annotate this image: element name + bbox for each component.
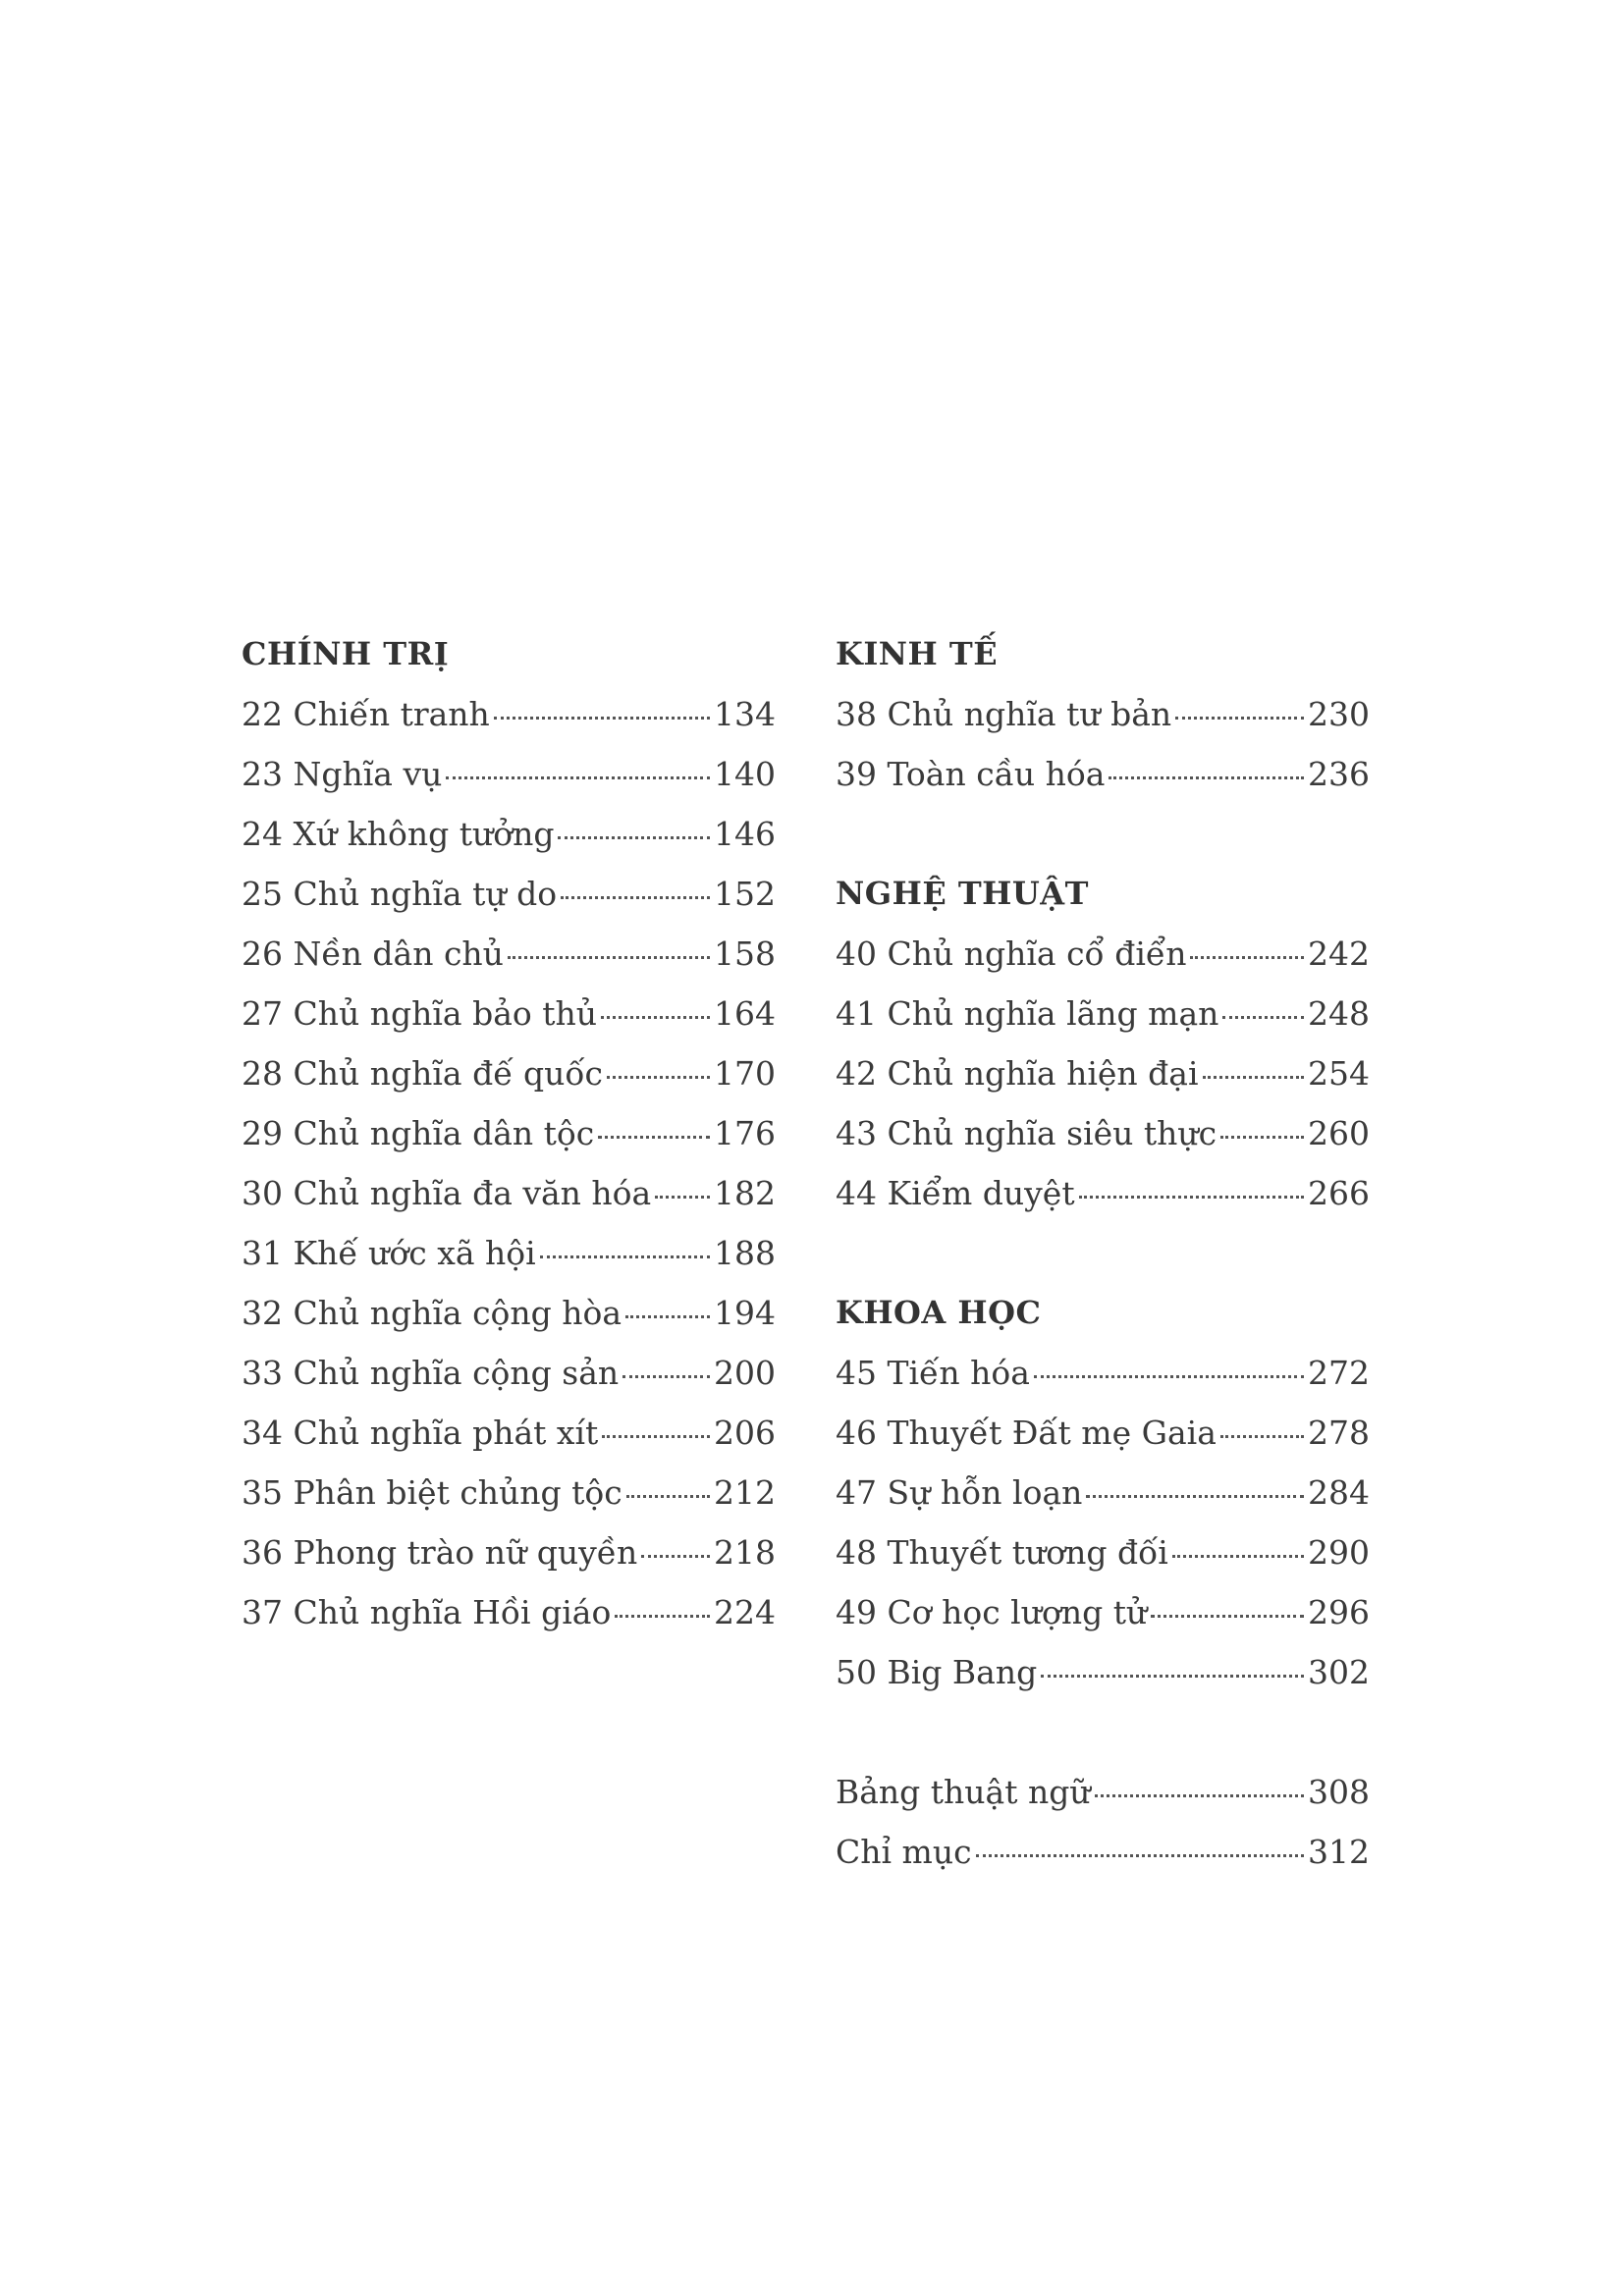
- toc-entry: [836, 1642, 1370, 1702]
- page-number: 218: [714, 1533, 776, 1572]
- page-number: 302: [1308, 1653, 1370, 1691]
- entry-list: [836, 924, 1370, 1223]
- toc-entry: [242, 1163, 776, 1223]
- toc-entry: [836, 984, 1370, 1043]
- page-number: 260: [1308, 1114, 1370, 1152]
- entry-title: 48 Thuyết tương đối: [836, 1533, 1168, 1572]
- dot-leader: [508, 954, 710, 959]
- dot-leader: [1222, 1014, 1304, 1019]
- dot-leader: [976, 1852, 1304, 1857]
- entry-list: [836, 684, 1370, 804]
- page-number: 296: [1308, 1593, 1370, 1631]
- toc-entry: [836, 1043, 1370, 1103]
- page-number: 236: [1308, 755, 1370, 793]
- toc-entry: [836, 744, 1370, 804]
- dot-leader: [601, 1014, 710, 1019]
- toc-entry: [242, 684, 776, 744]
- dot-leader: [1109, 774, 1304, 779]
- page-number: 266: [1308, 1174, 1370, 1212]
- entry-title: 29 Chủ nghĩa dân tộc: [242, 1114, 595, 1152]
- page-number: 164: [714, 994, 776, 1033]
- toc-entry: [836, 1822, 1370, 1882]
- toc-entry: [836, 924, 1370, 984]
- dot-leader: [446, 774, 710, 779]
- page-number: 170: [714, 1054, 776, 1093]
- entry-title: 31 Khế ước xã hội: [242, 1234, 536, 1272]
- page-number: 230: [1308, 695, 1370, 733]
- page-number: 134: [714, 695, 776, 733]
- entry-title: 30 Chủ nghĩa đa văn hóa: [242, 1174, 652, 1212]
- entry-title: 50 Big Bang: [836, 1653, 1038, 1691]
- entry-title: 43 Chủ nghĩa siêu thực: [836, 1114, 1217, 1152]
- section-khoa-hoc: [836, 1283, 1370, 1702]
- dot-leader: [1151, 1613, 1304, 1618]
- dot-leader: [1220, 1134, 1304, 1139]
- entry-list: [836, 1343, 1370, 1702]
- section-back-matter: [836, 1762, 1370, 1882]
- toc-entry: [836, 1522, 1370, 1582]
- dot-leader: [626, 1493, 710, 1498]
- entry-title: 42 Chủ nghĩa hiện đại: [836, 1054, 1199, 1093]
- page-number: 312: [1308, 1833, 1370, 1871]
- entry-title: 44 Kiểm duyệt: [836, 1174, 1075, 1212]
- toc-entry: [836, 1463, 1370, 1522]
- page-number: 206: [714, 1414, 776, 1452]
- dot-leader: [1041, 1673, 1304, 1678]
- page-number: 188: [714, 1234, 776, 1272]
- dot-leader: [622, 1373, 710, 1378]
- entry-title: 25 Chủ nghĩa tự do: [242, 875, 558, 913]
- section-title: CHÍNH TRỊ: [242, 635, 450, 672]
- section-title: NGHỆ THUẬT: [836, 875, 1089, 912]
- section-kinh-te: [836, 624, 1370, 804]
- dot-leader: [1190, 954, 1304, 959]
- toc-entry: [242, 864, 776, 924]
- entry-title: 45 Tiến hóa: [836, 1354, 1030, 1392]
- dot-leader: [625, 1313, 710, 1318]
- dot-leader: [1095, 1792, 1304, 1797]
- entry-title: 33 Chủ nghĩa cộng sản: [242, 1354, 620, 1392]
- entry-title: 23 Nghĩa vụ: [242, 755, 443, 793]
- entry-title: 37 Chủ nghĩa Hồi giáo: [242, 1593, 612, 1631]
- toc-entry: [242, 1582, 776, 1642]
- page-number: 308: [1308, 1773, 1370, 1811]
- toc-entry: [242, 1103, 776, 1163]
- entry-title: 46 Thuyết Đất mẹ Gaia: [836, 1414, 1217, 1452]
- dot-leader: [655, 1194, 710, 1199]
- entry-title: 38 Chủ nghĩa tư bản: [836, 695, 1172, 733]
- page-number: 200: [714, 1354, 776, 1392]
- page-number: 224: [714, 1593, 776, 1631]
- page-number: 140: [714, 755, 776, 793]
- page-number: 176: [714, 1114, 776, 1152]
- page-number: 212: [714, 1473, 776, 1512]
- entry-list: [836, 1762, 1370, 1882]
- entry-title: 35 Phân biệt chủng tộc: [242, 1473, 622, 1512]
- toc-entry: [242, 1223, 776, 1283]
- entry-list: [242, 684, 776, 1642]
- toc-entry: [242, 1522, 776, 1582]
- section-title: KINH TẾ: [836, 635, 999, 672]
- page-number: 254: [1308, 1054, 1370, 1093]
- entry-title: 49 Cơ học lượng tử: [836, 1593, 1148, 1631]
- toc-entry: [836, 1163, 1370, 1223]
- toc-right-column: [836, 624, 1370, 1882]
- dot-leader: [540, 1254, 710, 1258]
- toc-entry: [242, 1403, 776, 1463]
- toc-entry: [242, 804, 776, 864]
- toc-entry: [836, 1343, 1370, 1403]
- page-number: 278: [1308, 1414, 1370, 1452]
- toc-entry: [242, 744, 776, 804]
- entry-title: 26 Nền dân chủ: [242, 934, 504, 973]
- page-number: 248: [1308, 994, 1370, 1033]
- section-nghe-thuat: [836, 864, 1370, 1223]
- page-number: 272: [1308, 1354, 1370, 1392]
- toc-left-column: [242, 624, 776, 1642]
- page-number: 290: [1308, 1533, 1370, 1572]
- dot-leader: [1079, 1194, 1304, 1199]
- toc-entry: [242, 924, 776, 984]
- dot-leader: [598, 1134, 710, 1139]
- entry-title: 32 Chủ nghĩa cộng hòa: [242, 1294, 622, 1332]
- dot-leader: [1203, 1074, 1304, 1079]
- page-number: 146: [714, 815, 776, 853]
- dot-leader: [1172, 1553, 1304, 1558]
- dot-leader: [641, 1553, 710, 1558]
- toc-entry: [242, 1343, 776, 1403]
- dot-leader: [615, 1613, 710, 1618]
- page-number: 182: [714, 1174, 776, 1212]
- entry-title: 27 Chủ nghĩa bảo thủ: [242, 994, 598, 1033]
- entry-title: 28 Chủ nghĩa đế quốc: [242, 1054, 604, 1093]
- page-number: 152: [714, 875, 776, 913]
- dot-leader: [607, 1074, 710, 1079]
- toc-entry: [836, 1403, 1370, 1463]
- dot-leader: [561, 894, 710, 899]
- toc-entry: [836, 684, 1370, 744]
- toc-entry: [242, 1283, 776, 1343]
- entry-title: 34 Chủ nghĩa phát xít: [242, 1414, 599, 1452]
- toc-entry: [242, 1463, 776, 1522]
- toc-entry: [836, 1582, 1370, 1642]
- dot-leader: [1034, 1373, 1304, 1378]
- entry-title: 22 Chiến tranh: [242, 695, 490, 733]
- page-number: 284: [1308, 1473, 1370, 1512]
- dot-leader: [558, 834, 710, 839]
- toc-entry: [836, 1103, 1370, 1163]
- section-chinh-tri: [242, 624, 776, 1642]
- dot-leader: [494, 715, 710, 720]
- section-title: KHOA HỌC: [836, 1294, 1042, 1331]
- toc-entry: [242, 1043, 776, 1103]
- entry-title: 24 Xứ không tưởng: [242, 815, 555, 853]
- dot-leader: [1220, 1433, 1304, 1438]
- page-number: 158: [714, 934, 776, 973]
- toc-entry: [242, 984, 776, 1043]
- entry-title: Bảng thuật ngữ: [836, 1773, 1091, 1811]
- entry-title: 36 Phong trào nữ quyền: [242, 1533, 638, 1572]
- dot-leader: [1175, 715, 1304, 720]
- dot-leader: [1086, 1493, 1304, 1498]
- page-number: 194: [714, 1294, 776, 1332]
- entry-title: 41 Chủ nghĩa lãng mạn: [836, 994, 1219, 1033]
- entry-title: Chỉ mục: [836, 1833, 972, 1871]
- entry-title: 47 Sự hỗn loạn: [836, 1473, 1083, 1512]
- dot-leader: [602, 1433, 710, 1438]
- entry-title: 40 Chủ nghĩa cổ điển: [836, 934, 1187, 973]
- page-number: 242: [1308, 934, 1370, 973]
- toc-entry: [836, 1762, 1370, 1822]
- entry-title: 39 Toàn cầu hóa: [836, 755, 1106, 793]
